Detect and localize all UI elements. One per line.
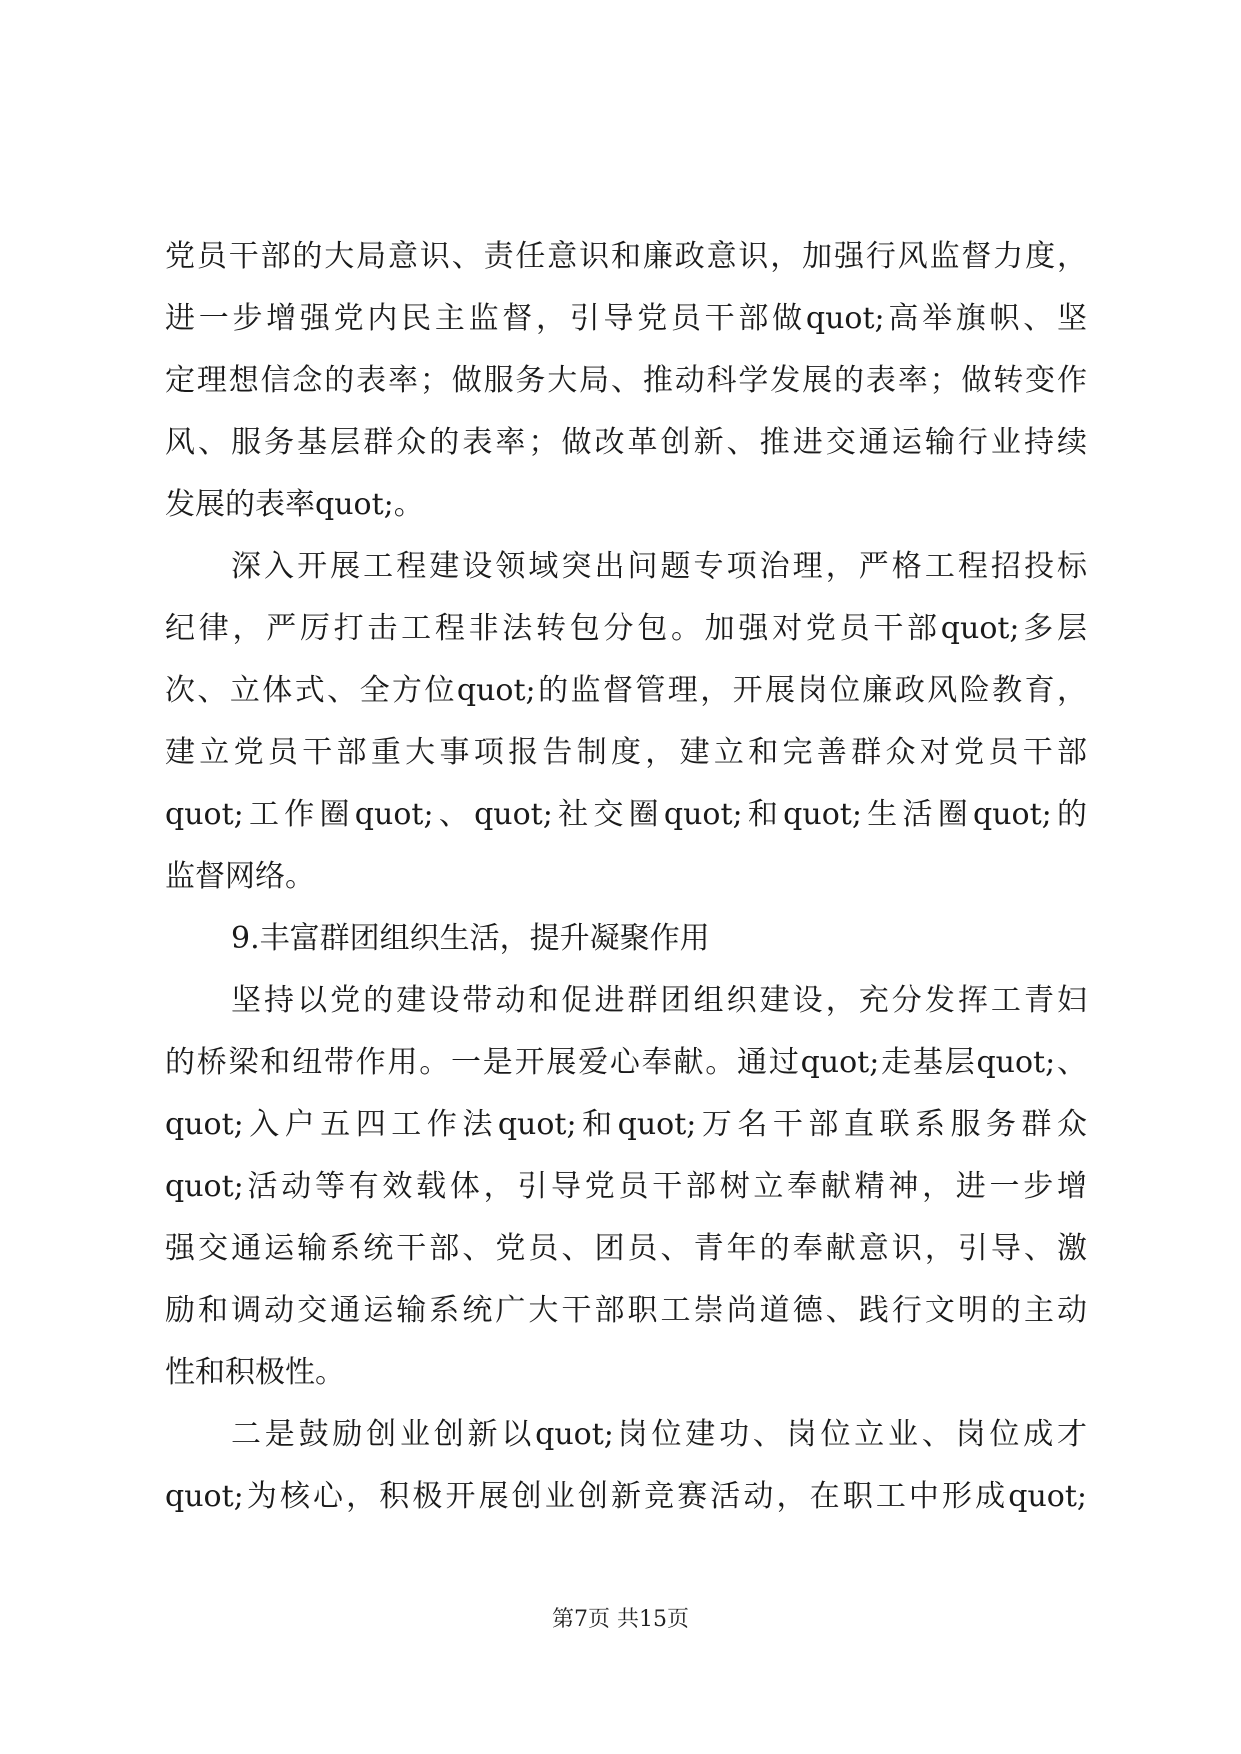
text-line: 定理想信念的表率；做服务大局、推动科学发展的表率；做转变作 <box>165 363 1087 398</box>
text-line: 发展的表率quot;。 <box>165 487 424 522</box>
text-line: 深入开展工程建设领域突出问题专项治理，严格工程招投标 <box>231 549 1087 584</box>
body-text <box>165 226 1087 1528</box>
text-line: 风、服务基层群众的表率；做改革创新、推进交通运输行业持续 <box>165 425 1087 460</box>
text-line: quot;为核心，积极开展创业创新竞赛活动，在职工中形成quot; <box>165 1479 1087 1514</box>
text-line: quot;活动等有效载体，引导党员干部树立奉献精神，进一步增 <box>165 1169 1087 1204</box>
text-line: 强交通运输系统干部、党员、团员、青年的奉献意识，引导、激 <box>165 1231 1087 1266</box>
text-line: 二是鼓励创业创新以quot;岗位建功、岗位立业、岗位成才 <box>231 1417 1087 1452</box>
text-line: 党员干部的大局意识、责任意识和廉政意识，加强行风监督力度， <box>165 239 1087 274</box>
section-heading: 9.丰富群团组织生活，提升凝聚作用 <box>231 921 710 956</box>
text-line: 进一步增强党内民主监督，引导党员干部做quot;高举旗帜、坚 <box>165 301 1087 336</box>
text-line: 的桥梁和纽带作用。一是开展爱心奉献。通过quot;走基层quot;、 <box>165 1045 1087 1080</box>
text-line: 性和积极性。 <box>165 1355 345 1390</box>
page-number-footer: 第7页 共15页 <box>552 1607 689 1632</box>
text-line: quot;入户五四工作法quot;和quot;万名干部直联系服务群众 <box>165 1107 1087 1142</box>
text-line: 纪律，严厉打击工程非法转包分包。加强对党员干部quot;多层 <box>165 611 1087 646</box>
text-line: 次、立体式、全方位quot;的监督管理，开展岗位廉政风险教育， <box>165 673 1087 708</box>
text-line: quot;工作圈quot;、quot;社交圈quot;和quot;生活圈quot;的 <box>165 797 1087 832</box>
text-line: 坚持以党的建设带动和促进群团组织建设，充分发挥工青妇 <box>231 983 1087 1018</box>
text-line: 建立党员干部重大事项报告制度，建立和完善群众对党员干部 <box>165 735 1087 770</box>
text-line: 励和调动交通运输系统广大干部职工崇尚道德、践行文明的主动 <box>165 1293 1087 1328</box>
text-line: 监督网络。 <box>165 859 315 894</box>
